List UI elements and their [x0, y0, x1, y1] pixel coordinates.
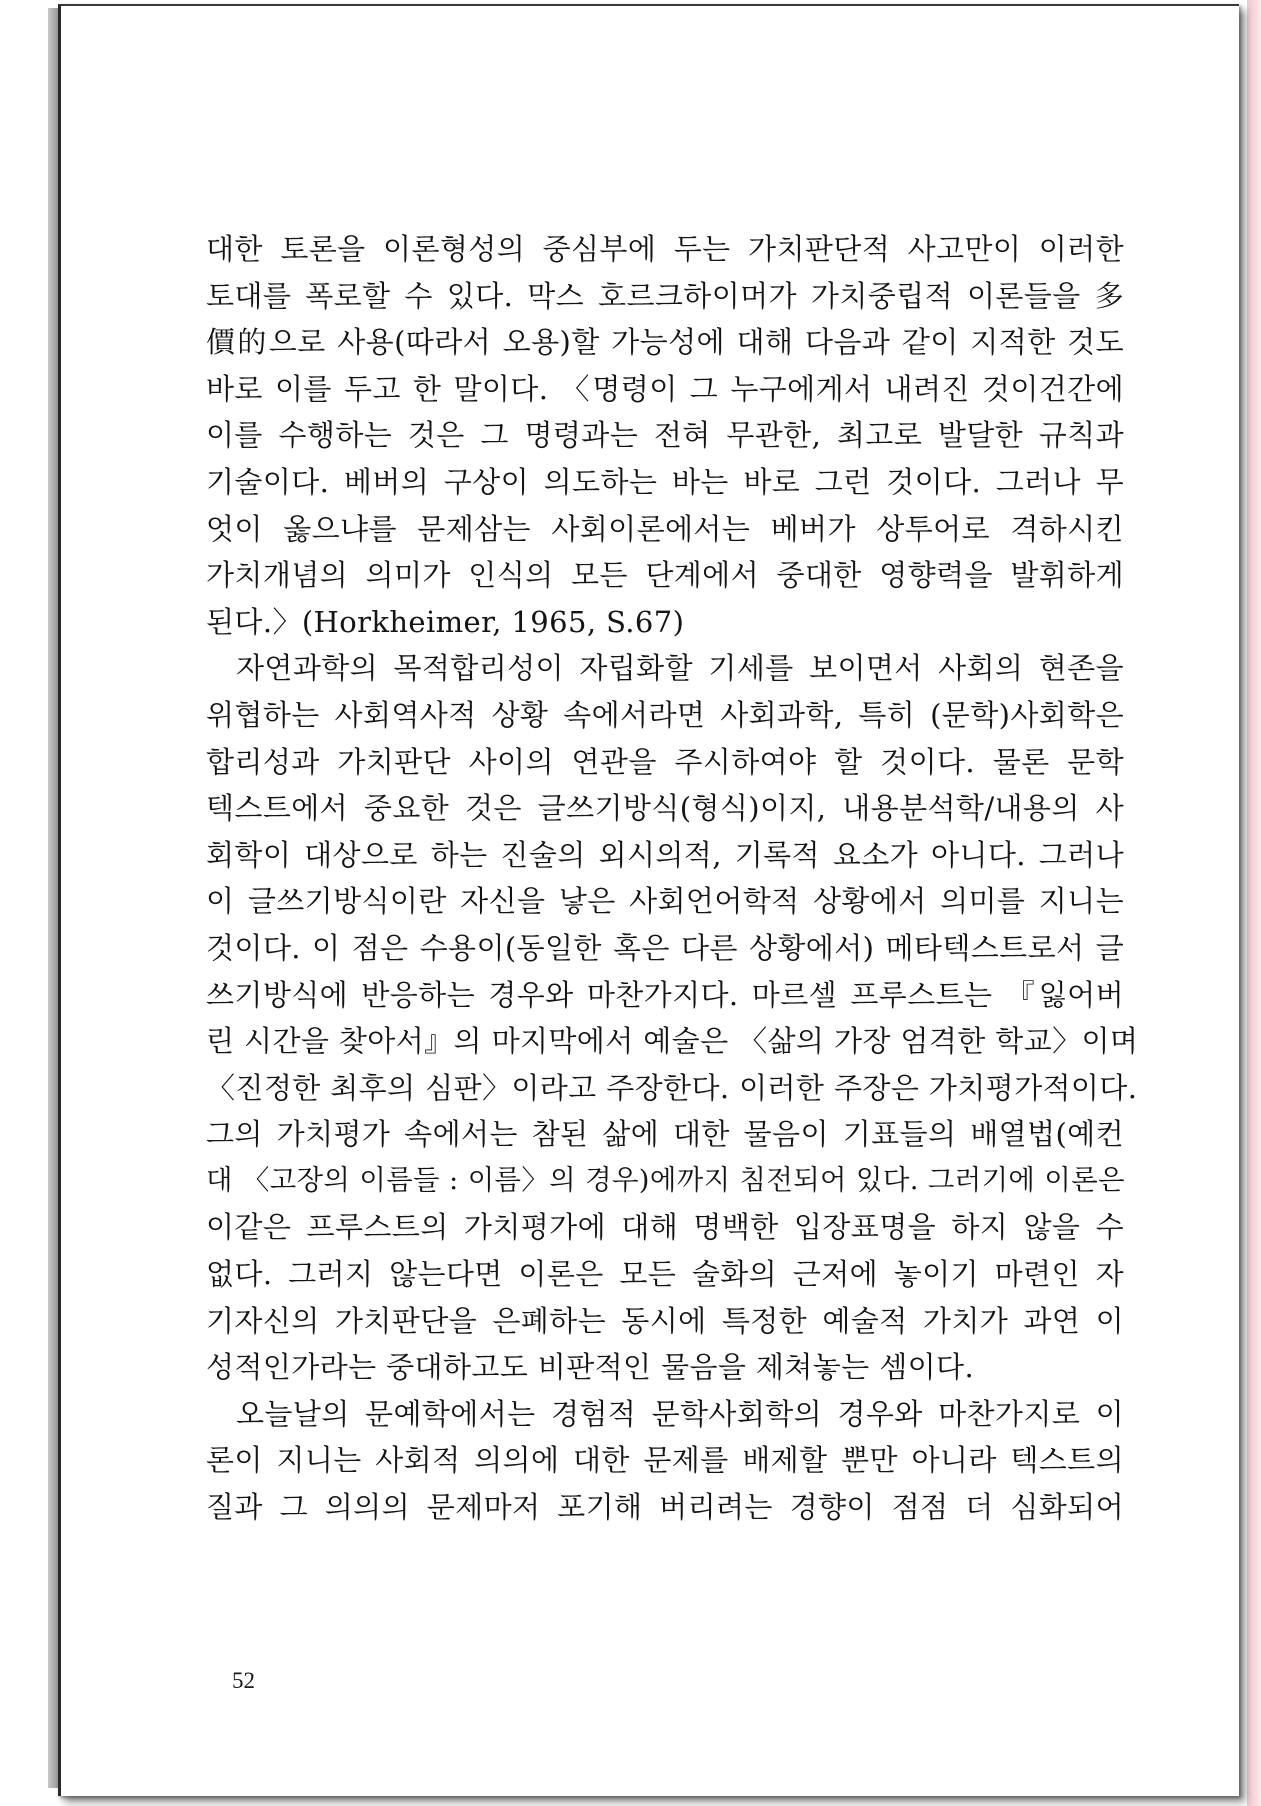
- body-text: [206, 226, 1139, 1531]
- text-line: 이를 수행하는 것은 그 명령과는 전혀 무관한, 최고로 발달한 규칙과: [206, 418, 1124, 453]
- text-line: 토대를 폭로할 수 있다. 막스 호르크하이머가 가치중립적 이론들을 多: [206, 278, 1124, 313]
- text-line: 것이다. 이 점은 수용이(동일한 혹은 다른 상황에서) 메타텍스트로서 글: [206, 930, 1124, 965]
- page-stack-edge: [48, 8, 58, 1788]
- text-line: 론이 지니는 사회적 의의에 대한 문제를 배제할 뿐만 아니라 텍스트의: [206, 1443, 1124, 1478]
- page-number: 52: [232, 1668, 255, 1693]
- text-line: 가치개념의 의미가 인식의 모든 단계에서 중대한 영향력을 발휘하게: [206, 558, 1124, 593]
- text-line: 대 〈고장의 이름들 : 이름〉의 경우)에까지 침전되어 있다. 그러기에 이론은: [206, 1164, 1125, 1196]
- text-line: 질과 그 의의의 문제마저 포기해 버리려는 경향이 점점 더 심화되어: [206, 1490, 1124, 1525]
- text-line: 된다.〉(Horkheimer, 1965, S.67): [206, 604, 685, 639]
- text-line: 그의 가치평가 속에서는 참된 삶에 대한 물음이 기표들의 배열법(예컨: [206, 1117, 1124, 1152]
- text-line: 없다. 그러지 않는다면 이론은 모든 술화의 근저에 놓이기 마련인 자: [206, 1257, 1124, 1292]
- text-line: 쓰기방식에 반응하는 경우와 마찬가지다. 마르셀 프루스트는 『잃어버: [206, 977, 1124, 1012]
- book-edge: [1247, 0, 1261, 1806]
- text-line: 위협하는 사회역사적 상황 속에서라면 사회과학, 특히 (문학)사회학은: [206, 697, 1124, 732]
- text-line: 바로 이를 두고 한 말이다. 〈명령이 그 누구에게서 내려진 것이건간에: [206, 371, 1124, 406]
- text-line: 합리성과 가치판단 사이의 연관을 주시하여야 할 것이다. 물론 문학: [206, 744, 1124, 779]
- text-line: 린 시간을 찾아서』의 마지막에서 예술은 〈삶의 가장 엄격한 학교〉이며: [206, 1024, 1139, 1059]
- text-line: 텍스트에서 중요한 것은 글쓰기방식(형식)이지, 내용분석학/내용의 사: [206, 791, 1124, 826]
- text-line: 오늘날의 문예학에서는 경험적 문학사회학의 경우와 마찬가지로 이: [236, 1396, 1124, 1431]
- text-line: 이 글쓰기방식이란 자신을 낳은 사회언어학적 상황에서 의미를 지니는: [206, 884, 1124, 919]
- text-line: 기자신의 가치판단을 은폐하는 동시에 특정한 예술적 가치가 과연 이: [206, 1303, 1124, 1338]
- text-line: 성적인가라는 중대하고도 비판적인 물음을 제쳐놓는 셈이다.: [206, 1350, 975, 1385]
- text-line: 〈진정한 최후의 심판〉이라고 주장한다. 이러한 주장은 가치평가적이다.: [206, 1070, 1138, 1105]
- text-line: 자연과학의 목적합리성이 자립화할 기세를 보이면서 사회의 현존을: [236, 651, 1124, 686]
- text-line: 엇이 옳으냐를 문제삼는 사회이론에서는 베버가 상투어로 격하시킨: [206, 511, 1124, 546]
- text-line: 회학이 대상으로 하는 진술의 외시의적, 기록적 요소가 아니다. 그러나: [206, 837, 1124, 872]
- text-line: 기술이다. 베버의 구상이 의도하는 바는 바로 그런 것이다. 그러나 무: [206, 464, 1124, 499]
- text-line: 대한 토론을 이론형성의 중심부에 두는 가치판단적 사고만이 이러한: [206, 232, 1124, 266]
- text-line: 價的으로 사용(따라서 오용)할 가능성에 대해 다음과 같이 지적한 것도: [206, 325, 1124, 360]
- text-line: 이같은 프루스트의 가치평가에 대해 명백한 입장표명을 하지 않을 수: [206, 1210, 1124, 1245]
